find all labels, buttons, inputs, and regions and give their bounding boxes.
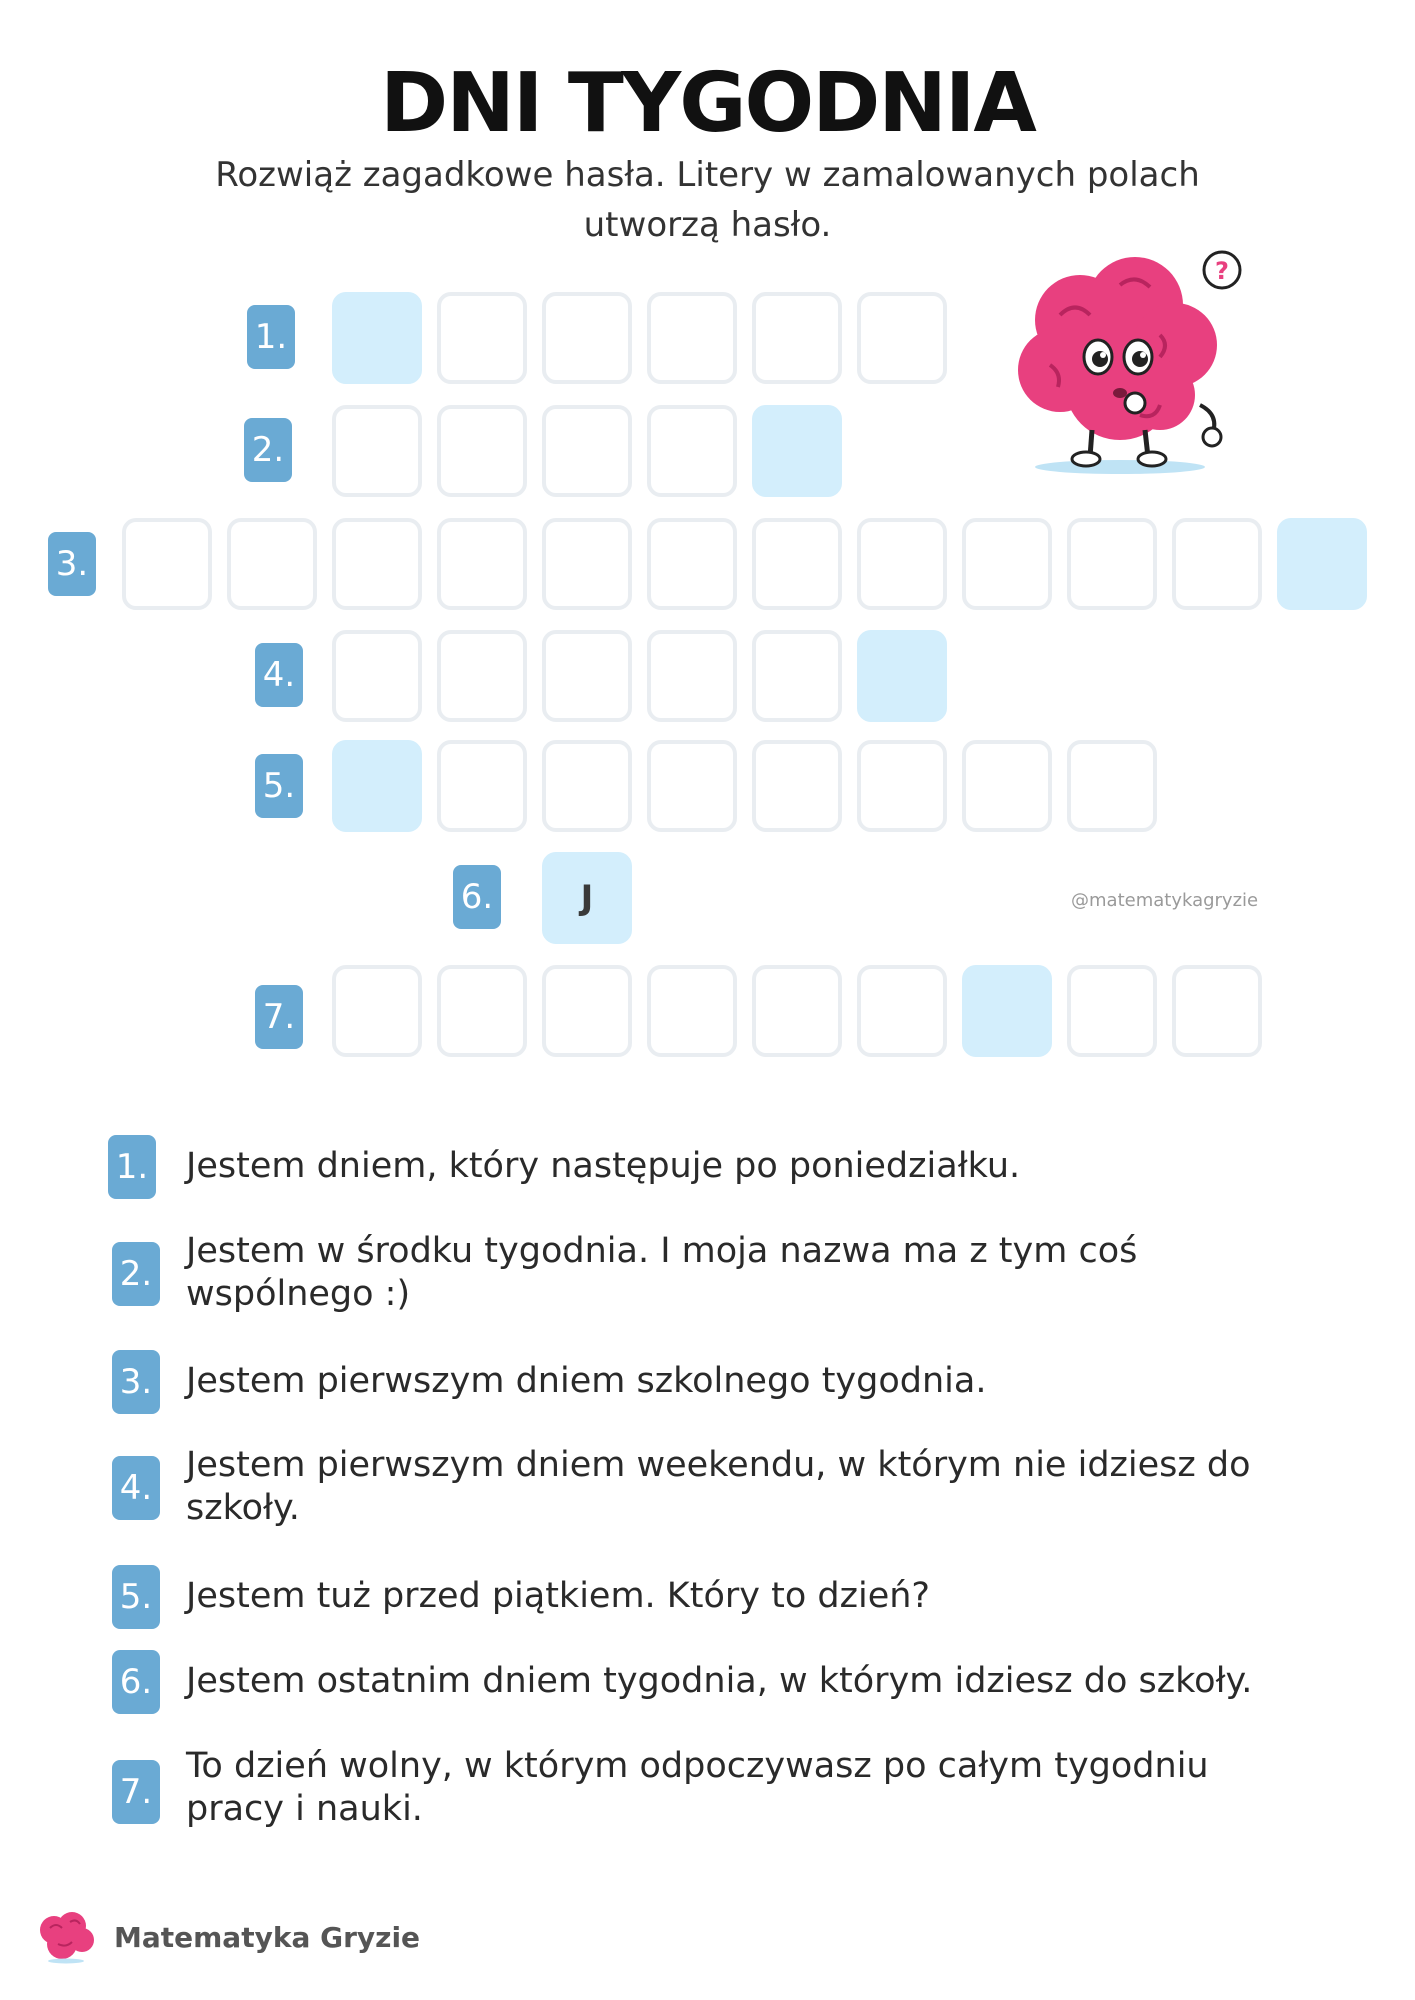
instructions: Rozwiąż zagadkowe hasła. Litery w zamalowanych polach utworzą hasło. xyxy=(215,155,1200,245)
row-4-cell-5[interactable] xyxy=(752,630,842,722)
row-3-number: 3. xyxy=(48,532,96,596)
row-6-cell-1[interactable]: J xyxy=(542,852,632,944)
row-7-cell-5[interactable] xyxy=(752,965,842,1057)
clue-7-text: To dzień wolny, w którym odpoczywasz po całym tygodniu pracy i nauki. xyxy=(186,1746,1209,1829)
row-7-cell-8[interactable] xyxy=(1067,965,1157,1057)
row-2-cell-2[interactable] xyxy=(437,405,527,497)
row-1-number: 1. xyxy=(247,305,295,369)
row-3-cell-5[interactable] xyxy=(542,518,632,610)
brain-mascot-icon xyxy=(1000,245,1250,480)
row-3-cell-10[interactable] xyxy=(1067,518,1157,610)
row-5-cell-3[interactable] xyxy=(542,740,632,832)
row-2-cell-1[interactable] xyxy=(332,405,422,497)
clue-2-text: Jestem w środku tygodnia. I moja nazwa ma z tym coś wspólnego :) xyxy=(186,1231,1138,1314)
row-4-number: 4. xyxy=(255,643,303,707)
row-5-cell-4[interactable] xyxy=(647,740,737,832)
page-title: DNI TYGODNIA xyxy=(380,56,1035,151)
row-3-cell-12[interactable] xyxy=(1277,518,1367,610)
row-7-cell-1[interactable] xyxy=(332,965,422,1057)
row-7-cell-6[interactable] xyxy=(857,965,947,1057)
row-3-cell-1[interactable] xyxy=(122,518,212,610)
clue-6-number: 6. xyxy=(112,1650,160,1714)
row-7-cell-4[interactable] xyxy=(647,965,737,1057)
row-1-cell-3[interactable] xyxy=(542,292,632,384)
watermark: @matematykagryzie xyxy=(1071,890,1259,911)
clue-4-text: Jestem pierwszym dniem weekendu, w którym nie idziesz do szkoły. xyxy=(186,1445,1251,1528)
row-7-cell-3[interactable] xyxy=(542,965,632,1057)
clue-2-number: 2. xyxy=(112,1242,160,1306)
footer-brand xyxy=(36,1910,420,1964)
row-3-cell-4[interactable] xyxy=(437,518,527,610)
row-5-number: 5. xyxy=(255,754,303,818)
row-5-cell-5[interactable] xyxy=(752,740,842,832)
row-2-cell-4[interactable] xyxy=(647,405,737,497)
row-7-cell-7[interactable] xyxy=(962,965,1052,1057)
row-5-cell-7[interactable] xyxy=(962,740,1052,832)
clue-7-number: 7. xyxy=(112,1760,160,1824)
row-4-cell-3[interactable] xyxy=(542,630,632,722)
clue-6-text: Jestem ostatnim dniem tygodnia, w którym idziesz do szkoły. xyxy=(186,1661,1253,1701)
row-4-cell-2[interactable] xyxy=(437,630,527,722)
row-5-cell-6[interactable] xyxy=(857,740,947,832)
row-3-cell-11[interactable] xyxy=(1172,518,1262,610)
clue-4-number: 4. xyxy=(112,1456,160,1520)
row-5-cell-8[interactable] xyxy=(1067,740,1157,832)
row-4-cell-1[interactable] xyxy=(332,630,422,722)
row-7-number: 7. xyxy=(255,985,303,1049)
row-7-cell-2[interactable] xyxy=(437,965,527,1057)
clue-3-text: Jestem pierwszym dniem szkolnego tygodnia. xyxy=(186,1361,987,1401)
brand-name: Matematyka Gryzie xyxy=(114,1920,421,1954)
clue-3-number: 3. xyxy=(112,1350,160,1414)
row-5-cell-2[interactable] xyxy=(437,740,527,832)
clue-5-text: Jestem tuż przed piątkiem. Który to dzień? xyxy=(186,1576,930,1616)
row-5-cell-1[interactable] xyxy=(332,740,422,832)
clue-1-number: 1. xyxy=(108,1135,156,1199)
row-1-cell-6[interactable] xyxy=(857,292,947,384)
row-3-cell-7[interactable] xyxy=(752,518,842,610)
row-3-cell-3[interactable] xyxy=(332,518,422,610)
row-1-cell-5[interactable] xyxy=(752,292,842,384)
row-2-number: 2. xyxy=(244,418,292,482)
row-1-cell-1[interactable] xyxy=(332,292,422,384)
row-7-cell-9[interactable] xyxy=(1172,965,1262,1057)
row-6-number: 6. xyxy=(453,865,501,929)
row-2-cell-5[interactable] xyxy=(752,405,842,497)
row-3-cell-9[interactable] xyxy=(962,518,1052,610)
clue-1-text: Jestem dniem, który następuje po poniedziałku. xyxy=(186,1146,1021,1186)
question-mark-icon: ? xyxy=(1215,257,1229,285)
clue-5-number: 5. xyxy=(112,1565,160,1629)
row-3-cell-6[interactable] xyxy=(647,518,737,610)
row-2-cell-3[interactable] xyxy=(542,405,632,497)
row-1-cell-2[interactable] xyxy=(437,292,527,384)
row-3-cell-8[interactable] xyxy=(857,518,947,610)
row-3-cell-2[interactable] xyxy=(227,518,317,610)
row-4-cell-6[interactable] xyxy=(857,630,947,722)
row-1-cell-4[interactable] xyxy=(647,292,737,384)
row-4-cell-4[interactable] xyxy=(647,630,737,722)
brain-logo-icon xyxy=(36,1910,96,1964)
